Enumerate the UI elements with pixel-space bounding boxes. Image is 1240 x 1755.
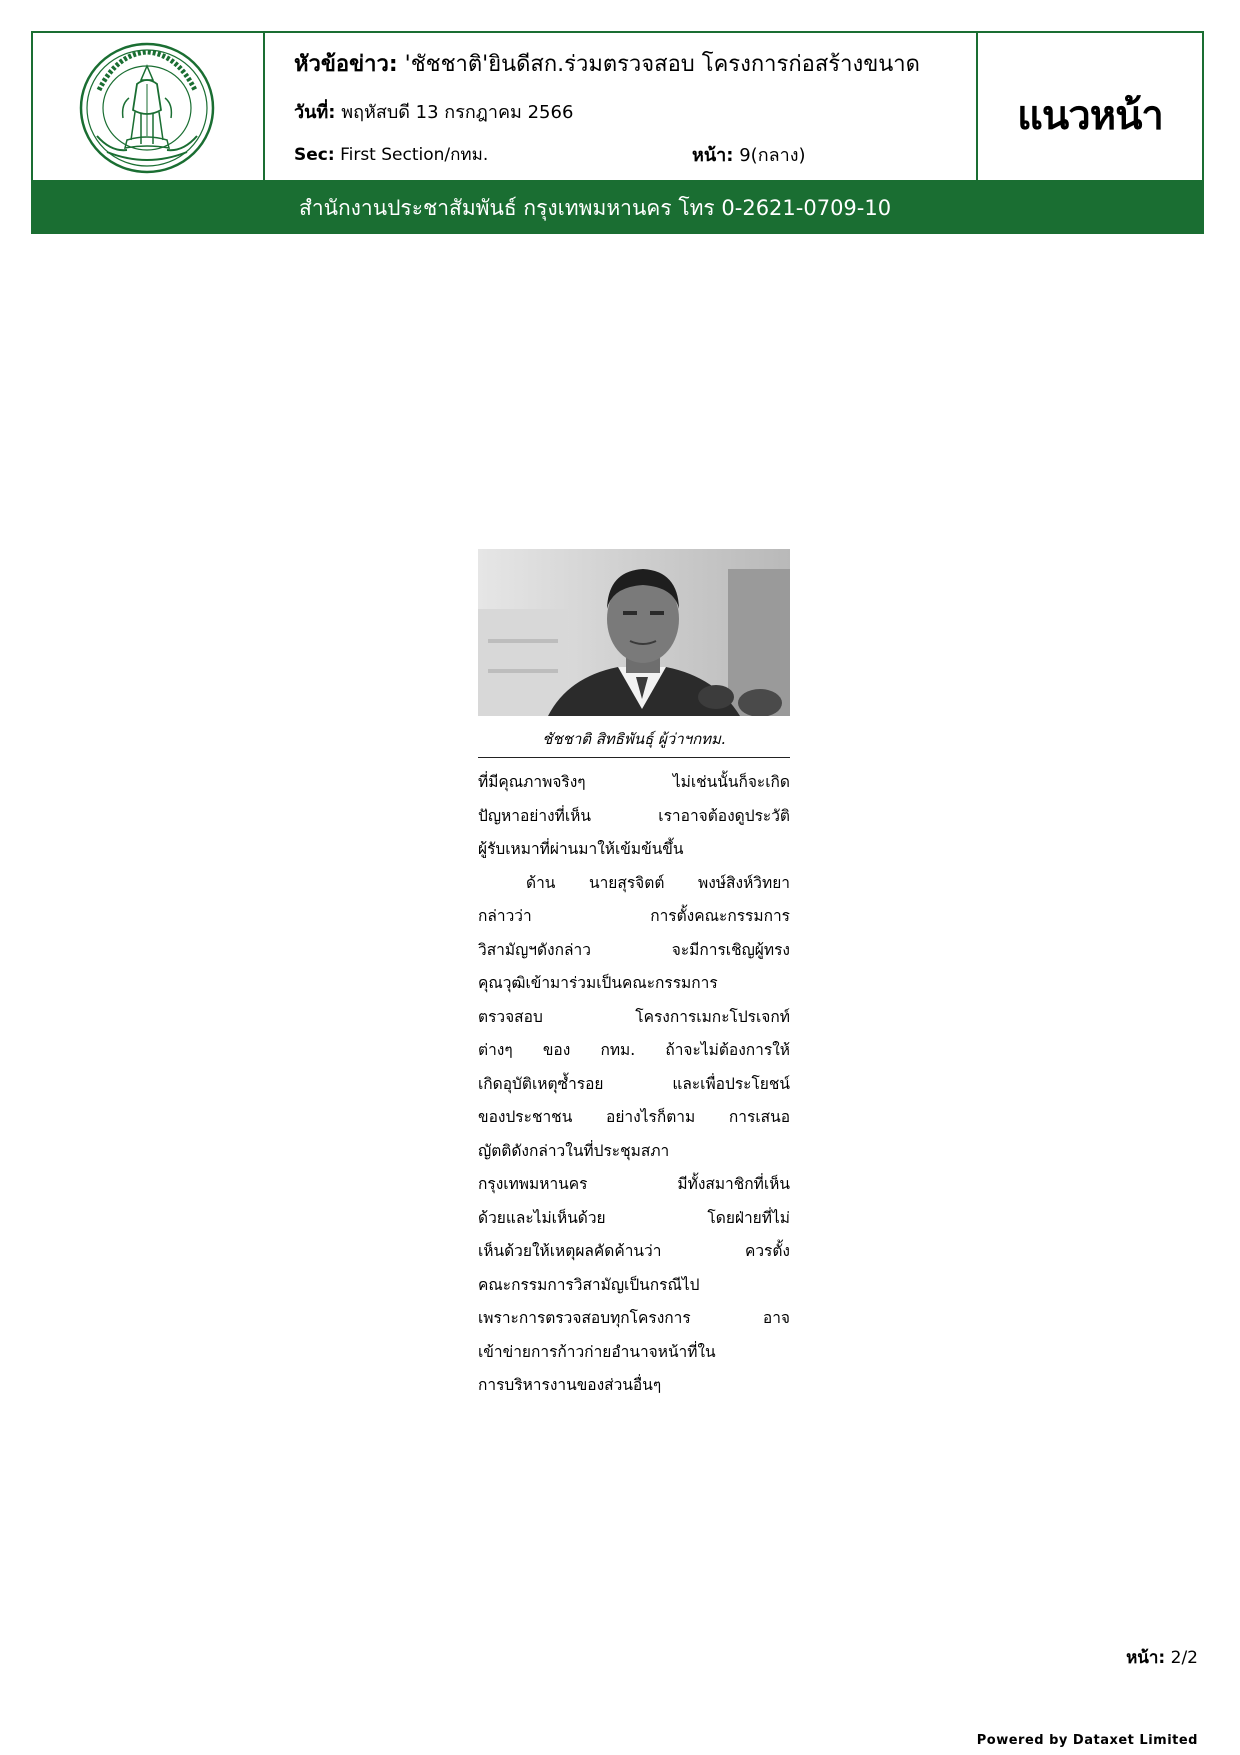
article-line: ญัตติดังกล่าวในที่ประชุมสภา (478, 1141, 670, 1160)
clipping-header (31, 31, 1204, 182)
article-line: เกิดอุบัติเหตุซ้ำรอย และเพื่อประโยชน์ (478, 1074, 790, 1093)
date-row (294, 97, 573, 126)
date-label: วันที่: (294, 102, 336, 123)
page-number (1126, 1644, 1198, 1671)
article-line: ปัญหาอย่างที่เห็น เราอาจต้องดูประวัติ (478, 806, 790, 825)
section-value: First Section/กทม. (340, 145, 489, 165)
article-line: กล่าวว่า การตั้งคณะกรรมการ (478, 907, 790, 925)
bangkok-seal-icon (77, 40, 217, 176)
page-number-value: 2/2 (1170, 1648, 1198, 1668)
article-line: ด้าน นายสุรจิตต์ พงษ์สิงห์วิทยา (526, 873, 790, 892)
article-line: เพราะการตรวจสอบทุกโครงการ อาจ (478, 1309, 790, 1327)
article-line: คุณวุฒิเข้ามาร่วมเป็นคณะกรรมการ (478, 974, 718, 992)
article-line: ต่างๆ ของ กทม. ถ้าจะไม่ต้องการให้ (478, 1041, 790, 1059)
publication-cell (978, 33, 1202, 180)
headline-label: หัวข้อข่าว: (294, 52, 398, 77)
page-label: หน้า: (692, 145, 734, 166)
article-line: ของประชาชน อย่างไรก็ตาม การเสนอ (478, 1108, 790, 1126)
publication-name: แนวหน้า (1017, 93, 1163, 139)
section-label: Sec: (294, 145, 335, 165)
page-value: 9(กลาง) (739, 145, 806, 166)
article-line: การบริหารงานของส่วนอื่นๆ (478, 1376, 662, 1394)
page-row (692, 140, 806, 169)
date-value: พฤหัสบดี 13 กรกฎาคม 2566 (341, 102, 574, 123)
powered-by-text: Powered by Dataxet Limited (976, 1733, 1198, 1748)
article-line: เข้าข่ายการก้าวก่ายอำนาจหน้าที่ใน (478, 1342, 716, 1361)
logo-cell (33, 33, 265, 180)
article-line: ที่มีคุณภาพจริงๆ ไม่เช่นนั้นก็จะเกิด (478, 773, 790, 791)
headline-text: 'ชัชชาติ'ยินดีสก.ร่วมตรวจสอบ โครงการก่อสร้างขนาด (404, 52, 920, 77)
article-line: วิสามัญฯดังกล่าว จะมีการเชิญผู้ทรง (478, 940, 790, 959)
section-row (294, 141, 488, 168)
article-line: เห็นด้วยให้เหตุผลคัดค้านว่า ควรตั้ง (478, 1242, 790, 1260)
article-photo (478, 549, 790, 716)
info-cell (265, 33, 978, 180)
contact-banner: สำนักงานประชาสัมพันธ์ กรุงเทพมหานคร โทร 0-2621-0709-10 (31, 182, 1204, 234)
article-line: ผู้รับเหมาที่ผ่านมาให้เข้มข้นขึ้น (478, 840, 684, 858)
article-line: กรุงเทพมหานคร มีทั้งสมาชิกที่เห็น (478, 1175, 790, 1193)
article-line: คณะกรรมการวิสามัญเป็นกรณีไป (478, 1275, 700, 1294)
photo-caption: ชัชชาติ สิทธิพันธุ์ ผู้ว่าฯกทม. (478, 727, 790, 758)
article-body (478, 766, 790, 1403)
headline-row (294, 46, 920, 81)
article-line: ตรวจสอบ โครงการเมกะโปรเจกท์ (478, 1007, 790, 1026)
portrait-photo-image (478, 549, 790, 716)
page-number-label: หน้า: (1126, 1648, 1166, 1668)
article-line: ด้วยและไม่เห็นด้วย โดยฝ่ายที่ไม่ (478, 1208, 790, 1227)
